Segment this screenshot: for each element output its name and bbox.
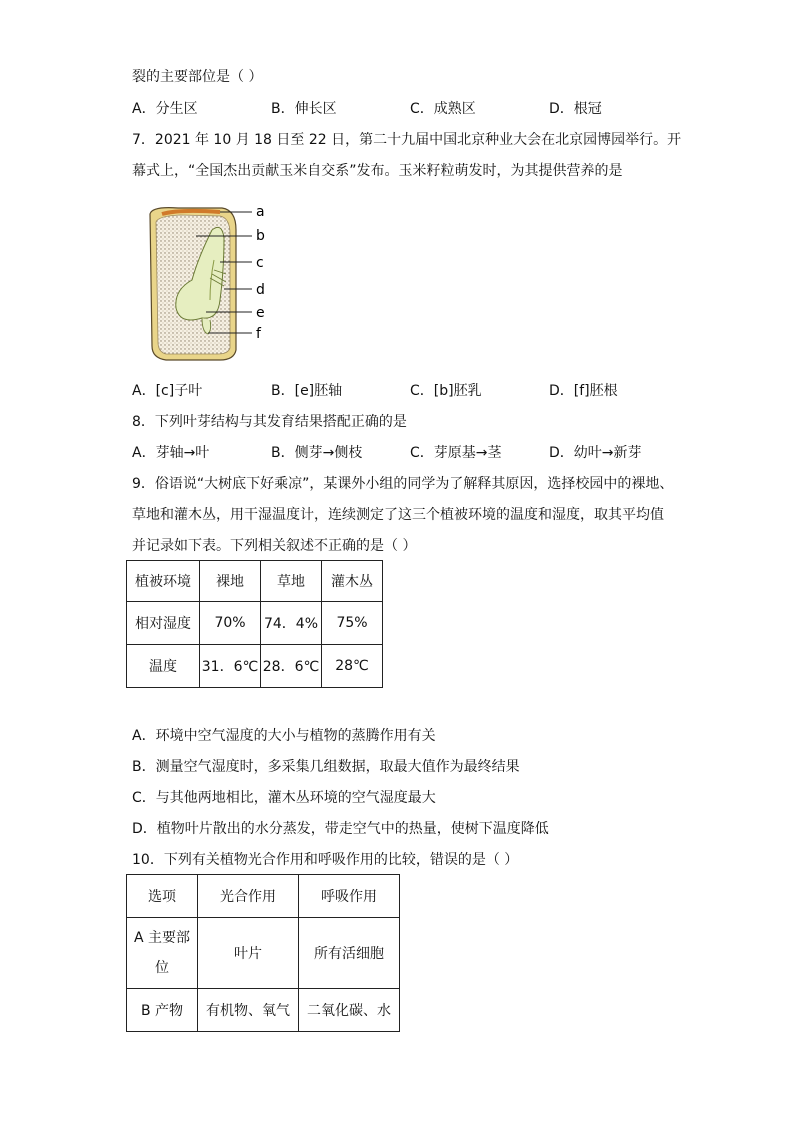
table-header-cell: 植被环境 bbox=[127, 561, 200, 602]
q7-stem-line-1: 7．2021 年 10 月 18 日至 22 日，第二十九届中国北京种业大会在北京园博园举行。开 bbox=[132, 132, 682, 148]
table-cell: 二氧化碳、水 bbox=[299, 989, 400, 1032]
table-header-row bbox=[127, 561, 383, 602]
q7-option-b: B．[e]胚轴 bbox=[271, 383, 343, 399]
q8-option-a: A．芽轴→叶 bbox=[132, 445, 210, 461]
table-cell: 温度 bbox=[127, 645, 200, 688]
table-row bbox=[127, 989, 400, 1032]
q8-option-d: D．幼叶→新芽 bbox=[549, 445, 642, 461]
table-header-cell: 光合作用 bbox=[198, 875, 299, 918]
q10-stem: 10．下列有关植物光合作用和呼吸作用的比较，错误的是（ ） bbox=[132, 852, 519, 868]
table-cell: 28．6℃ bbox=[261, 645, 322, 688]
q7-option-c: C．[b]胚乳 bbox=[410, 383, 482, 399]
table-cell: 有机物、氧气 bbox=[198, 989, 299, 1032]
label-b: b bbox=[256, 228, 265, 244]
table-header-cell: 灌木丛 bbox=[322, 561, 383, 602]
table-cell: 28℃ bbox=[322, 645, 383, 688]
table-cell: 70% bbox=[200, 602, 261, 645]
q9-option-a: A．环境中空气湿度的大小与植物的蒸腾作用有关 bbox=[132, 728, 436, 744]
table-cell: 叶片 bbox=[198, 918, 299, 989]
label-f: f bbox=[256, 326, 261, 342]
q9-data-table bbox=[126, 560, 383, 688]
q9-stem-line-3: 并记录如下表。下列相关叙述不正确的是（ ） bbox=[132, 538, 417, 554]
table-row bbox=[127, 645, 383, 688]
q6-options bbox=[132, 98, 692, 118]
q6-stem-tail: 裂的主要部位是（ ） bbox=[132, 69, 263, 85]
q9-option-b: B．测量空气湿度时，多采集几组数据，取最大值作为最终结果 bbox=[132, 759, 520, 775]
q6-option-c: C．成熟区 bbox=[410, 101, 476, 117]
q6-option-b: B．伸长区 bbox=[271, 101, 337, 117]
q6-option-a: A．分生区 bbox=[132, 101, 198, 117]
q8-option-c: C．芽原基→茎 bbox=[410, 445, 502, 461]
table-header-cell: 草地 bbox=[261, 561, 322, 602]
q8-option-b: B．侧芽→侧枝 bbox=[271, 445, 363, 461]
q8-stem: 8．下列叶芽结构与其发育结果搭配正确的是 bbox=[132, 414, 407, 430]
table-cell: B 产物 bbox=[127, 989, 198, 1032]
table-cell: 75% bbox=[322, 602, 383, 645]
table-row bbox=[127, 918, 400, 989]
label-e: e bbox=[256, 305, 265, 321]
table-cell: A 主要部位 bbox=[127, 918, 198, 989]
table-cell: 相对湿度 bbox=[127, 602, 200, 645]
q9-option-d: D．植物叶片散出的水分蒸发，带走空气中的热量，使树下温度降低 bbox=[132, 821, 549, 837]
table-cell: 74．4% bbox=[261, 602, 322, 645]
table-row bbox=[127, 602, 383, 645]
q6-option-d: D．根冠 bbox=[549, 101, 602, 117]
table-header-row bbox=[127, 875, 400, 918]
label-a: a bbox=[256, 204, 265, 220]
q7-stem-line-2: 幕式上，“全国杰出贡献玉米自交系”发布。玉米籽粒萌发时，为其提供营养的是 bbox=[132, 163, 623, 179]
q9-stem-line-2: 草地和灌木丛，用干湿温度计，连续测定了这三个植被环境的温度和湿度，取其平均值 bbox=[132, 507, 664, 523]
label-d: d bbox=[256, 282, 265, 298]
label-c: c bbox=[256, 255, 264, 271]
corn-seed-diagram bbox=[140, 200, 280, 370]
q7-options bbox=[132, 380, 692, 400]
q9-option-c: C．与其他两地相比，灌木丛环境的空气湿度最大 bbox=[132, 790, 436, 806]
q10-compare-table bbox=[126, 874, 400, 1032]
table-cell: 所有活细胞 bbox=[299, 918, 400, 989]
q7-option-d: D．[f]胚根 bbox=[549, 383, 618, 399]
table-header-cell: 裸地 bbox=[200, 561, 261, 602]
table-header-cell: 呼吸作用 bbox=[299, 875, 400, 918]
q9-stem-line-1: 9．俗语说“大树底下好乘凉”，某课外小组的同学为了解释其原因，选择校园中的裸地、 bbox=[132, 476, 674, 492]
table-cell: 31．6℃ bbox=[200, 645, 261, 688]
table-header-cell: 选项 bbox=[127, 875, 198, 918]
q7-option-a: A．[c]子叶 bbox=[132, 383, 203, 399]
q8-options bbox=[132, 442, 692, 462]
